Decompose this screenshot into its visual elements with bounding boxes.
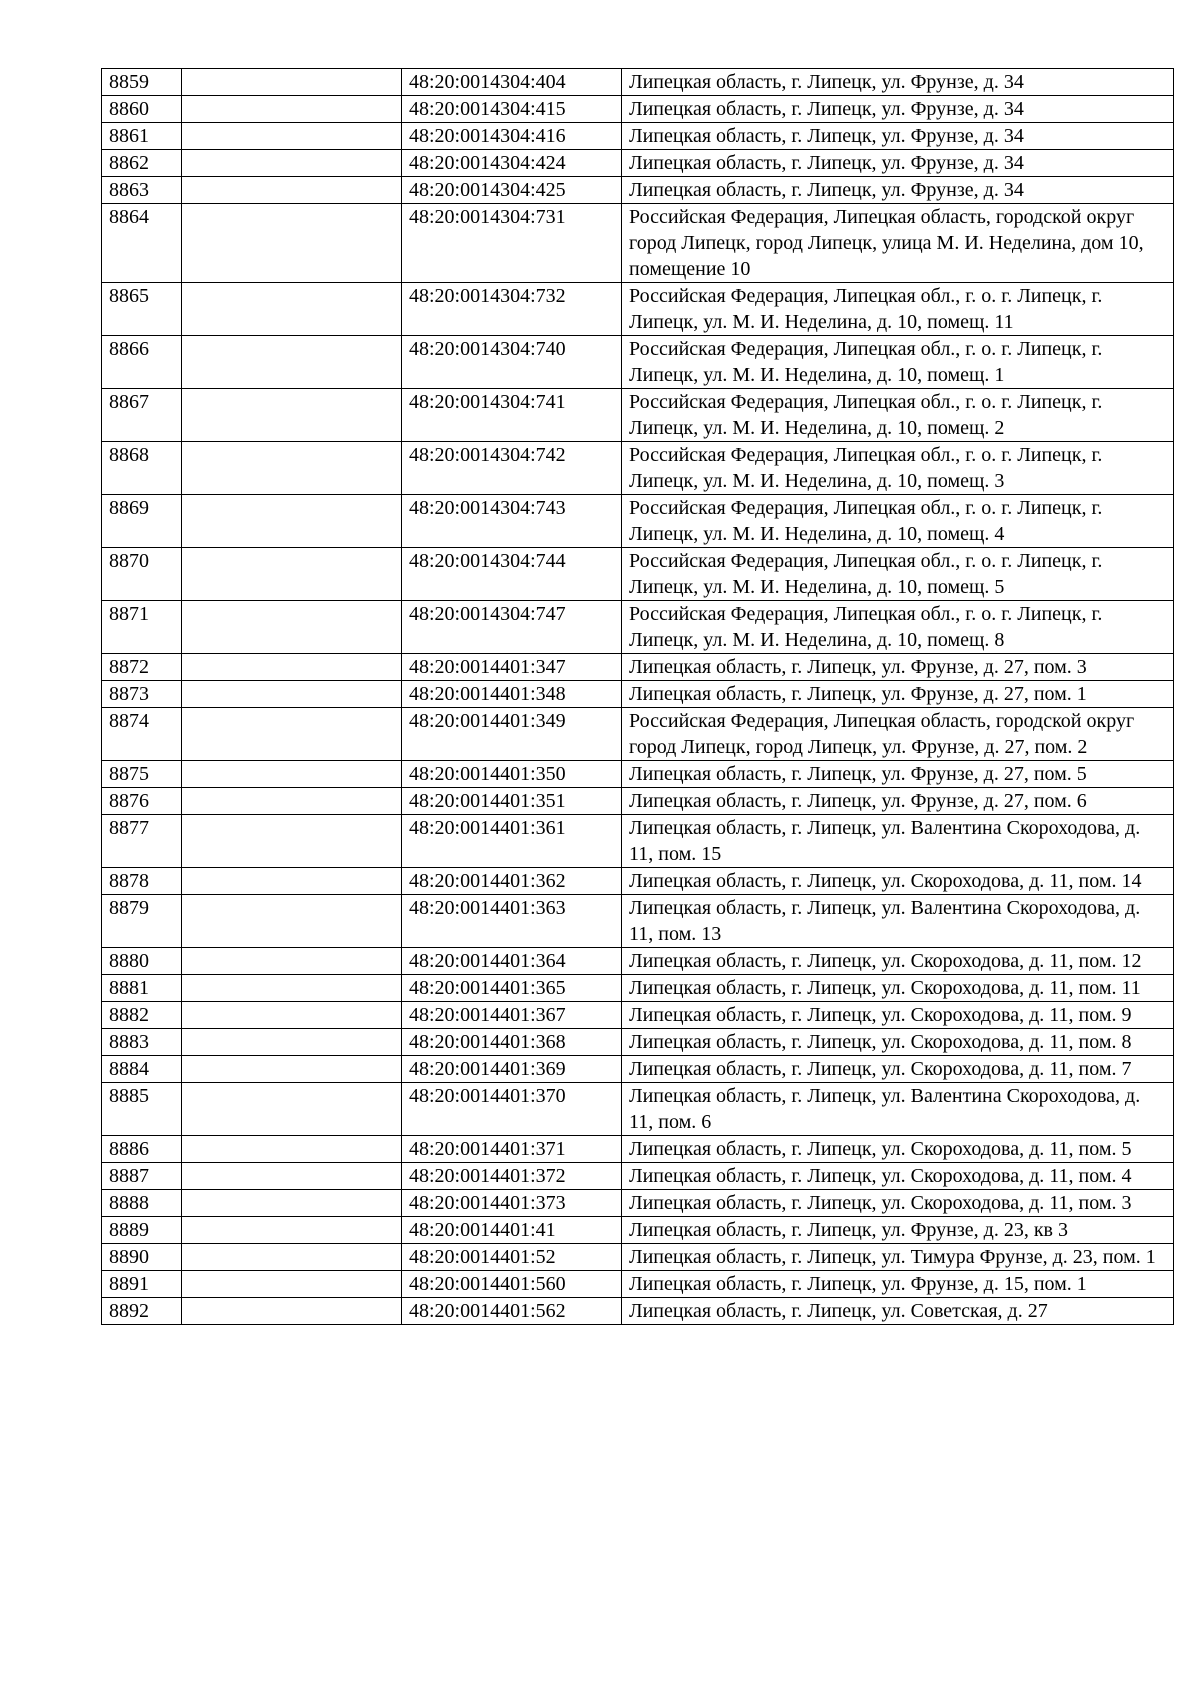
address-cell: Липецкая область, г. Липецк, ул. Скороходова, д. 11, пом. 3: [622, 1190, 1174, 1217]
address-cell: Липецкая область, г. Липецк, ул. Скороходова, д. 11, пом. 4: [622, 1163, 1174, 1190]
cadastral-number-cell: 48:20:0014401:363: [402, 895, 622, 948]
address-cell: Российская Федерация, Липецкая обл., г. о. г. Липецк, г. Липецк, ул. М. И. Неделина, д. 10, помещ. 4: [622, 495, 1174, 548]
address-cell: Липецкая область, г. Липецк, ул. Фрунзе, д. 27, пом. 5: [622, 761, 1174, 788]
cadastral-number-cell: 48:20:0014304:424: [402, 150, 622, 177]
table-row: [102, 442, 1174, 495]
cadastral-number-cell: 48:20:0014401:372: [402, 1163, 622, 1190]
cadastral-number-cell: 48:20:0014304:747: [402, 601, 622, 654]
address-cell: Российская Федерация, Липецкая обл., г. о. г. Липецк, г. Липецк, ул. М. И. Неделина, д. 10, помещ. 1: [622, 336, 1174, 389]
row-number-cell: 8876: [102, 788, 182, 815]
empty-cell: [182, 654, 402, 681]
cadastral-number-cell: 48:20:0014401:52: [402, 1244, 622, 1271]
address-cell: Липецкая область, г. Липецк, ул. Скороходова, д. 11, пом. 12: [622, 948, 1174, 975]
cadastral-number-cell: 48:20:0014401:364: [402, 948, 622, 975]
table-row: [102, 654, 1174, 681]
cadastral-number-cell: 48:20:0014401:370: [402, 1083, 622, 1136]
empty-cell: [182, 123, 402, 150]
table-row: [102, 1083, 1174, 1136]
row-number-cell: 8864: [102, 204, 182, 283]
empty-cell: [182, 1029, 402, 1056]
cadastral-number-cell: 48:20:0014401:562: [402, 1298, 622, 1325]
row-number-cell: 8883: [102, 1029, 182, 1056]
cadastral-number-cell: 48:20:0014401:369: [402, 1056, 622, 1083]
address-cell: Российская Федерация, Липецкая обл., г. о. г. Липецк, г. Липецк, ул. М. И. Неделина, д. 10, помещ. 5: [622, 548, 1174, 601]
table-row: [102, 69, 1174, 96]
address-cell: Липецкая область, г. Липецк, ул. Скороходова, д. 11, пом. 7: [622, 1056, 1174, 1083]
row-number-cell: 8884: [102, 1056, 182, 1083]
row-number-cell: 8877: [102, 815, 182, 868]
empty-cell: [182, 1271, 402, 1298]
address-cell: Липецкая область, г. Липецк, ул. Скороходова, д. 11, пом. 14: [622, 868, 1174, 895]
cadastral-number-cell: 48:20:0014401:362: [402, 868, 622, 895]
table-row: [102, 868, 1174, 895]
empty-cell: [182, 788, 402, 815]
address-cell: Липецкая область, г. Липецк, ул. Тимура Фрунзе, д. 23, пом. 1: [622, 1244, 1174, 1271]
cadastral-number-cell: 48:20:0014304:740: [402, 336, 622, 389]
table-row: [102, 123, 1174, 150]
empty-cell: [182, 495, 402, 548]
cadastral-number-cell: 48:20:0014401:361: [402, 815, 622, 868]
table-row: [102, 204, 1174, 283]
address-cell: Липецкая область, г. Липецк, ул. Фрунзе, д. 34: [622, 69, 1174, 96]
table-row: [102, 1029, 1174, 1056]
table-row: [102, 1271, 1174, 1298]
row-number-cell: 8863: [102, 177, 182, 204]
empty-cell: [182, 1083, 402, 1136]
empty-cell: [182, 1217, 402, 1244]
table-row: [102, 681, 1174, 708]
empty-cell: [182, 681, 402, 708]
row-number-cell: 8885: [102, 1083, 182, 1136]
address-cell: Липецкая область, г. Липецк, ул. Скороходова, д. 11, пом. 9: [622, 1002, 1174, 1029]
address-cell: Липецкая область, г. Липецк, ул. Скороходова, д. 11, пом. 8: [622, 1029, 1174, 1056]
empty-cell: [182, 204, 402, 283]
empty-cell: [182, 948, 402, 975]
empty-cell: [182, 389, 402, 442]
table-row: [102, 548, 1174, 601]
row-number-cell: 8880: [102, 948, 182, 975]
address-cell: Липецкая область, г. Липецк, ул. Скороходова, д. 11, пом. 5: [622, 1136, 1174, 1163]
table-row: [102, 788, 1174, 815]
empty-cell: [182, 150, 402, 177]
cadastral-number-cell: 48:20:0014401:367: [402, 1002, 622, 1029]
address-cell: Липецкая область, г. Липецк, ул. Валентина Скороходова, д. 11, пом. 15: [622, 815, 1174, 868]
address-cell: Липецкая область, г. Липецк, ул. Фрунзе, д. 27, пом. 1: [622, 681, 1174, 708]
empty-cell: [182, 96, 402, 123]
cadastral-number-cell: 48:20:0014304:732: [402, 283, 622, 336]
cadastral-number-cell: 48:20:0014401:347: [402, 654, 622, 681]
table-row: [102, 601, 1174, 654]
empty-cell: [182, 815, 402, 868]
cadastral-number-cell: 48:20:0014304:741: [402, 389, 622, 442]
row-number-cell: 8890: [102, 1244, 182, 1271]
table-row: [102, 389, 1174, 442]
cadastral-number-cell: 48:20:0014401:348: [402, 681, 622, 708]
cadastral-number-cell: 48:20:0014401:365: [402, 975, 622, 1002]
table-row: [102, 1163, 1174, 1190]
empty-cell: [182, 1190, 402, 1217]
row-number-cell: 8881: [102, 975, 182, 1002]
table-row: [102, 975, 1174, 1002]
cadastral-number-cell: 48:20:0014304:425: [402, 177, 622, 204]
cadastral-number-cell: 48:20:0014401:368: [402, 1029, 622, 1056]
empty-cell: [182, 177, 402, 204]
cadastral-number-cell: 48:20:0014401:349: [402, 708, 622, 761]
cadastral-number-cell: 48:20:0014401:373: [402, 1190, 622, 1217]
cadastral-number-cell: 48:20:0014304:415: [402, 96, 622, 123]
cadastral-number-cell: 48:20:0014304:744: [402, 548, 622, 601]
cadastral-number-cell: 48:20:0014401:371: [402, 1136, 622, 1163]
table-row: [102, 1136, 1174, 1163]
cadastral-number-cell: 48:20:0014401:350: [402, 761, 622, 788]
row-number-cell: 8888: [102, 1190, 182, 1217]
empty-cell: [182, 868, 402, 895]
table-row: [102, 495, 1174, 548]
empty-cell: [182, 1244, 402, 1271]
address-cell: Российская Федерация, Липецкая область, городской округ город Липецк, город Липецк, улица М. И. Неделина, дом 10, помещение 10: [622, 204, 1174, 283]
empty-cell: [182, 601, 402, 654]
row-number-cell: 8868: [102, 442, 182, 495]
empty-cell: [182, 895, 402, 948]
table-row: [102, 815, 1174, 868]
address-cell: Липецкая область, г. Липецк, ул. Скороходова, д. 11, пом. 11: [622, 975, 1174, 1002]
empty-cell: [182, 708, 402, 761]
address-cell: Липецкая область, г. Липецк, ул. Фрунзе, д. 34: [622, 123, 1174, 150]
address-cell: Российская Федерация, Липецкая область, городской округ город Липецк, город Липецк, ул. Фрунзе, д. 27, пом. 2: [622, 708, 1174, 761]
cadastral-number-cell: 48:20:0014304:404: [402, 69, 622, 96]
empty-cell: [182, 1136, 402, 1163]
row-number-cell: 8879: [102, 895, 182, 948]
address-cell: Липецкая область, г. Липецк, ул. Фрунзе, д. 27, пом. 3: [622, 654, 1174, 681]
row-number-cell: 8871: [102, 601, 182, 654]
address-cell: Липецкая область, г. Липецк, ул. Фрунзе, д. 27, пом. 6: [622, 788, 1174, 815]
address-cell: Российская Федерация, Липецкая обл., г. о. г. Липецк, г. Липецк, ул. М. И. Неделина, д. 10, помещ. 3: [622, 442, 1174, 495]
empty-cell: [182, 761, 402, 788]
table-row: [102, 1002, 1174, 1029]
empty-cell: [182, 1298, 402, 1325]
row-number-cell: 8860: [102, 96, 182, 123]
cadastral-number-cell: 48:20:0014304:416: [402, 123, 622, 150]
row-number-cell: 8887: [102, 1163, 182, 1190]
row-number-cell: 8866: [102, 336, 182, 389]
row-number-cell: 8886: [102, 1136, 182, 1163]
table-row: [102, 336, 1174, 389]
cadastral-number-cell: 48:20:0014401:560: [402, 1271, 622, 1298]
address-cell: Российская Федерация, Липецкая обл., г. о. г. Липецк, г. Липецк, ул. М. И. Неделина, д. 10, помещ. 2: [622, 389, 1174, 442]
address-cell: Российская Федерация, Липецкая обл., г. о. г. Липецк, г. Липецк, ул. М. И. Неделина, д. 10, помещ. 8: [622, 601, 1174, 654]
cadastral-number-cell: 48:20:0014304:742: [402, 442, 622, 495]
table-row: [102, 761, 1174, 788]
table-row: [102, 150, 1174, 177]
row-number-cell: 8875: [102, 761, 182, 788]
row-number-cell: 8859: [102, 69, 182, 96]
row-number-cell: 8874: [102, 708, 182, 761]
table-row: [102, 895, 1174, 948]
row-number-cell: 8865: [102, 283, 182, 336]
address-cell: Липецкая область, г. Липецк, ул. Валентина Скороходова, д. 11, пом. 13: [622, 895, 1174, 948]
table-row: [102, 96, 1174, 123]
row-number-cell: 8891: [102, 1271, 182, 1298]
empty-cell: [182, 336, 402, 389]
row-number-cell: 8872: [102, 654, 182, 681]
row-number-cell: 8889: [102, 1217, 182, 1244]
row-number-cell: 8869: [102, 495, 182, 548]
empty-cell: [182, 1002, 402, 1029]
empty-cell: [182, 548, 402, 601]
address-cell: Липецкая область, г. Липецк, ул. Фрунзе, д. 34: [622, 177, 1174, 204]
row-number-cell: 8870: [102, 548, 182, 601]
table-row: [102, 948, 1174, 975]
address-cell: Липецкая область, г. Липецк, ул. Фрунзе, д. 23, кв 3: [622, 1217, 1174, 1244]
address-cell: Российская Федерация, Липецкая обл., г. о. г. Липецк, г. Липецк, ул. М. И. Неделина, д. 10, помещ. 11: [622, 283, 1174, 336]
address-cell: Липецкая область, г. Липецк, ул. Валентина Скороходова, д. 11, пом. 6: [622, 1083, 1174, 1136]
table-row: [102, 283, 1174, 336]
row-number-cell: 8862: [102, 150, 182, 177]
table-row: [102, 1056, 1174, 1083]
empty-cell: [182, 442, 402, 495]
empty-cell: [182, 1056, 402, 1083]
row-number-cell: 8882: [102, 1002, 182, 1029]
address-cell: Липецкая область, г. Липецк, ул. Советская, д. 27: [622, 1298, 1174, 1325]
table-row: [102, 177, 1174, 204]
address-cell: Липецкая область, г. Липецк, ул. Фрунзе, д. 34: [622, 96, 1174, 123]
row-number-cell: 8892: [102, 1298, 182, 1325]
address-cell: Липецкая область, г. Липецк, ул. Фрунзе, д. 15, пом. 1: [622, 1271, 1174, 1298]
empty-cell: [182, 975, 402, 1002]
registry-table: [101, 68, 1174, 1325]
table-row: [102, 1244, 1174, 1271]
row-number-cell: 8878: [102, 868, 182, 895]
address-cell: Липецкая область, г. Липецк, ул. Фрунзе, д. 34: [622, 150, 1174, 177]
empty-cell: [182, 283, 402, 336]
empty-cell: [182, 69, 402, 96]
empty-cell: [182, 1163, 402, 1190]
table-row: [102, 708, 1174, 761]
registry-table-body: [102, 69, 1174, 1325]
row-number-cell: 8873: [102, 681, 182, 708]
table-row: [102, 1190, 1174, 1217]
table-row: [102, 1298, 1174, 1325]
cadastral-number-cell: 48:20:0014401:41: [402, 1217, 622, 1244]
row-number-cell: 8861: [102, 123, 182, 150]
cadastral-number-cell: 48:20:0014401:351: [402, 788, 622, 815]
cadastral-number-cell: 48:20:0014304:743: [402, 495, 622, 548]
row-number-cell: 8867: [102, 389, 182, 442]
table-row: [102, 1217, 1174, 1244]
cadastral-number-cell: 48:20:0014304:731: [402, 204, 622, 283]
